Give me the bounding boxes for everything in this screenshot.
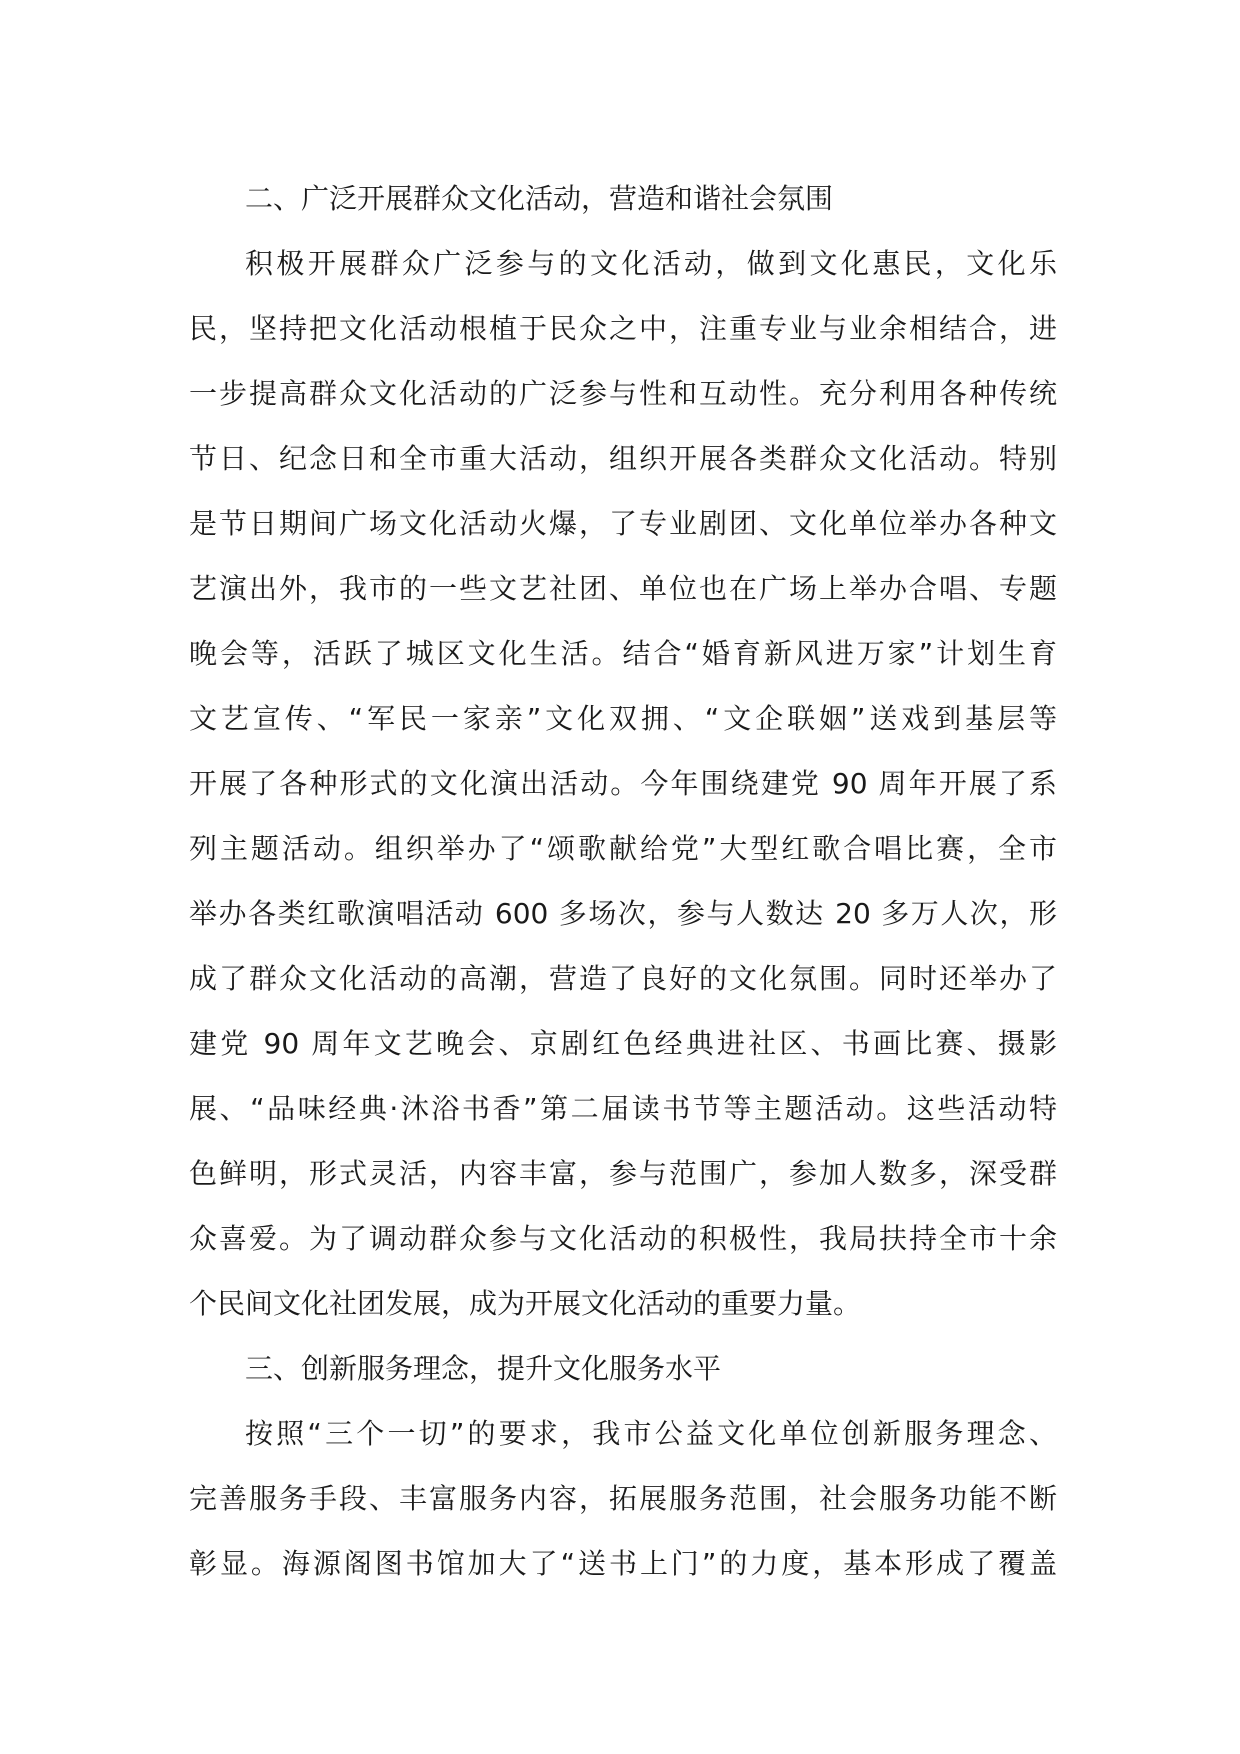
paragraph-line: 是节日期间广场文化活动火爆，了专业剧团、文化单位举办各种文 xyxy=(189,507,1057,540)
paragraph-line: 众喜爱。为了调动群众参与文化活动的积极性，我局扶持全市十余 xyxy=(189,1222,1057,1255)
section-heading-3: 三、创新服务理念，提升文化服务水平 xyxy=(245,1352,722,1385)
paragraph-line: 节日、纪念日和全市重大活动，组织开展各类群众文化活动。特别 xyxy=(189,442,1057,475)
paragraph-line: 按照“三个一切”的要求，我市公益文化单位创新服务理念、 xyxy=(245,1417,1057,1450)
paragraph-line: 民，坚持把文化活动根植于民众之中，注重专业与业余相结合，进 xyxy=(189,312,1057,345)
paragraph-line: 文艺宣传、“军民一家亲”文化双拥、“文企联姻”送戏到基层等 xyxy=(189,702,1057,735)
paragraph-line: 彰显。海源阁图书馆加大了“送书上门”的力度，基本形成了覆盖 xyxy=(189,1547,1057,1580)
paragraph-line: 艺演出外，我市的一些文艺社团、单位也在广场上举办合唱、专题 xyxy=(189,572,1057,605)
paragraph-line: 个民间文化社团发展，成为开展文化活动的重要力量。 xyxy=(189,1287,862,1320)
paragraph-line: 举办各类红歌演唱活动 600 多场次，参与人数达 20 多万人次，形 xyxy=(189,897,1057,930)
paragraph-line: 一步提高群众文化活动的广泛参与性和互动性。充分利用各种传统 xyxy=(189,377,1057,410)
section-heading-2: 二、广泛开展群众文化活动，营造和谐社会氛围 xyxy=(245,182,834,215)
paragraph-line: 展、“品味经典·沐浴书香”第二届读书节等主题活动。这些活动特 xyxy=(189,1092,1057,1125)
paragraph-line: 成了群众文化活动的高潮，营造了良好的文化氛围。同时还举办了 xyxy=(189,962,1057,995)
paragraph-line: 色鲜明，形式灵活，内容丰富，参与范围广，参加人数多，深受群 xyxy=(189,1157,1057,1190)
paragraph-line: 积极开展群众广泛参与的文化活动，做到文化惠民，文化乐 xyxy=(245,247,1057,280)
document-body xyxy=(189,166,1057,1596)
paragraph-line: 开展了各种形式的文化演出活动。今年围绕建党 90 周年开展了系 xyxy=(189,767,1057,800)
paragraph-line: 完善服务手段、丰富服务内容，拓展服务范围，社会服务功能不断 xyxy=(189,1482,1057,1515)
paragraph-line: 列主题活动。组织举办了“颂歌献给党”大型红歌合唱比赛，全市 xyxy=(189,832,1057,865)
paragraph-line: 建党 90 周年文艺晚会、京剧红色经典进社区、书画比赛、摄影 xyxy=(189,1027,1057,1060)
paragraph-line: 晚会等，活跃了城区文化生活。结合“婚育新风进万家”计划生育 xyxy=(189,637,1057,670)
